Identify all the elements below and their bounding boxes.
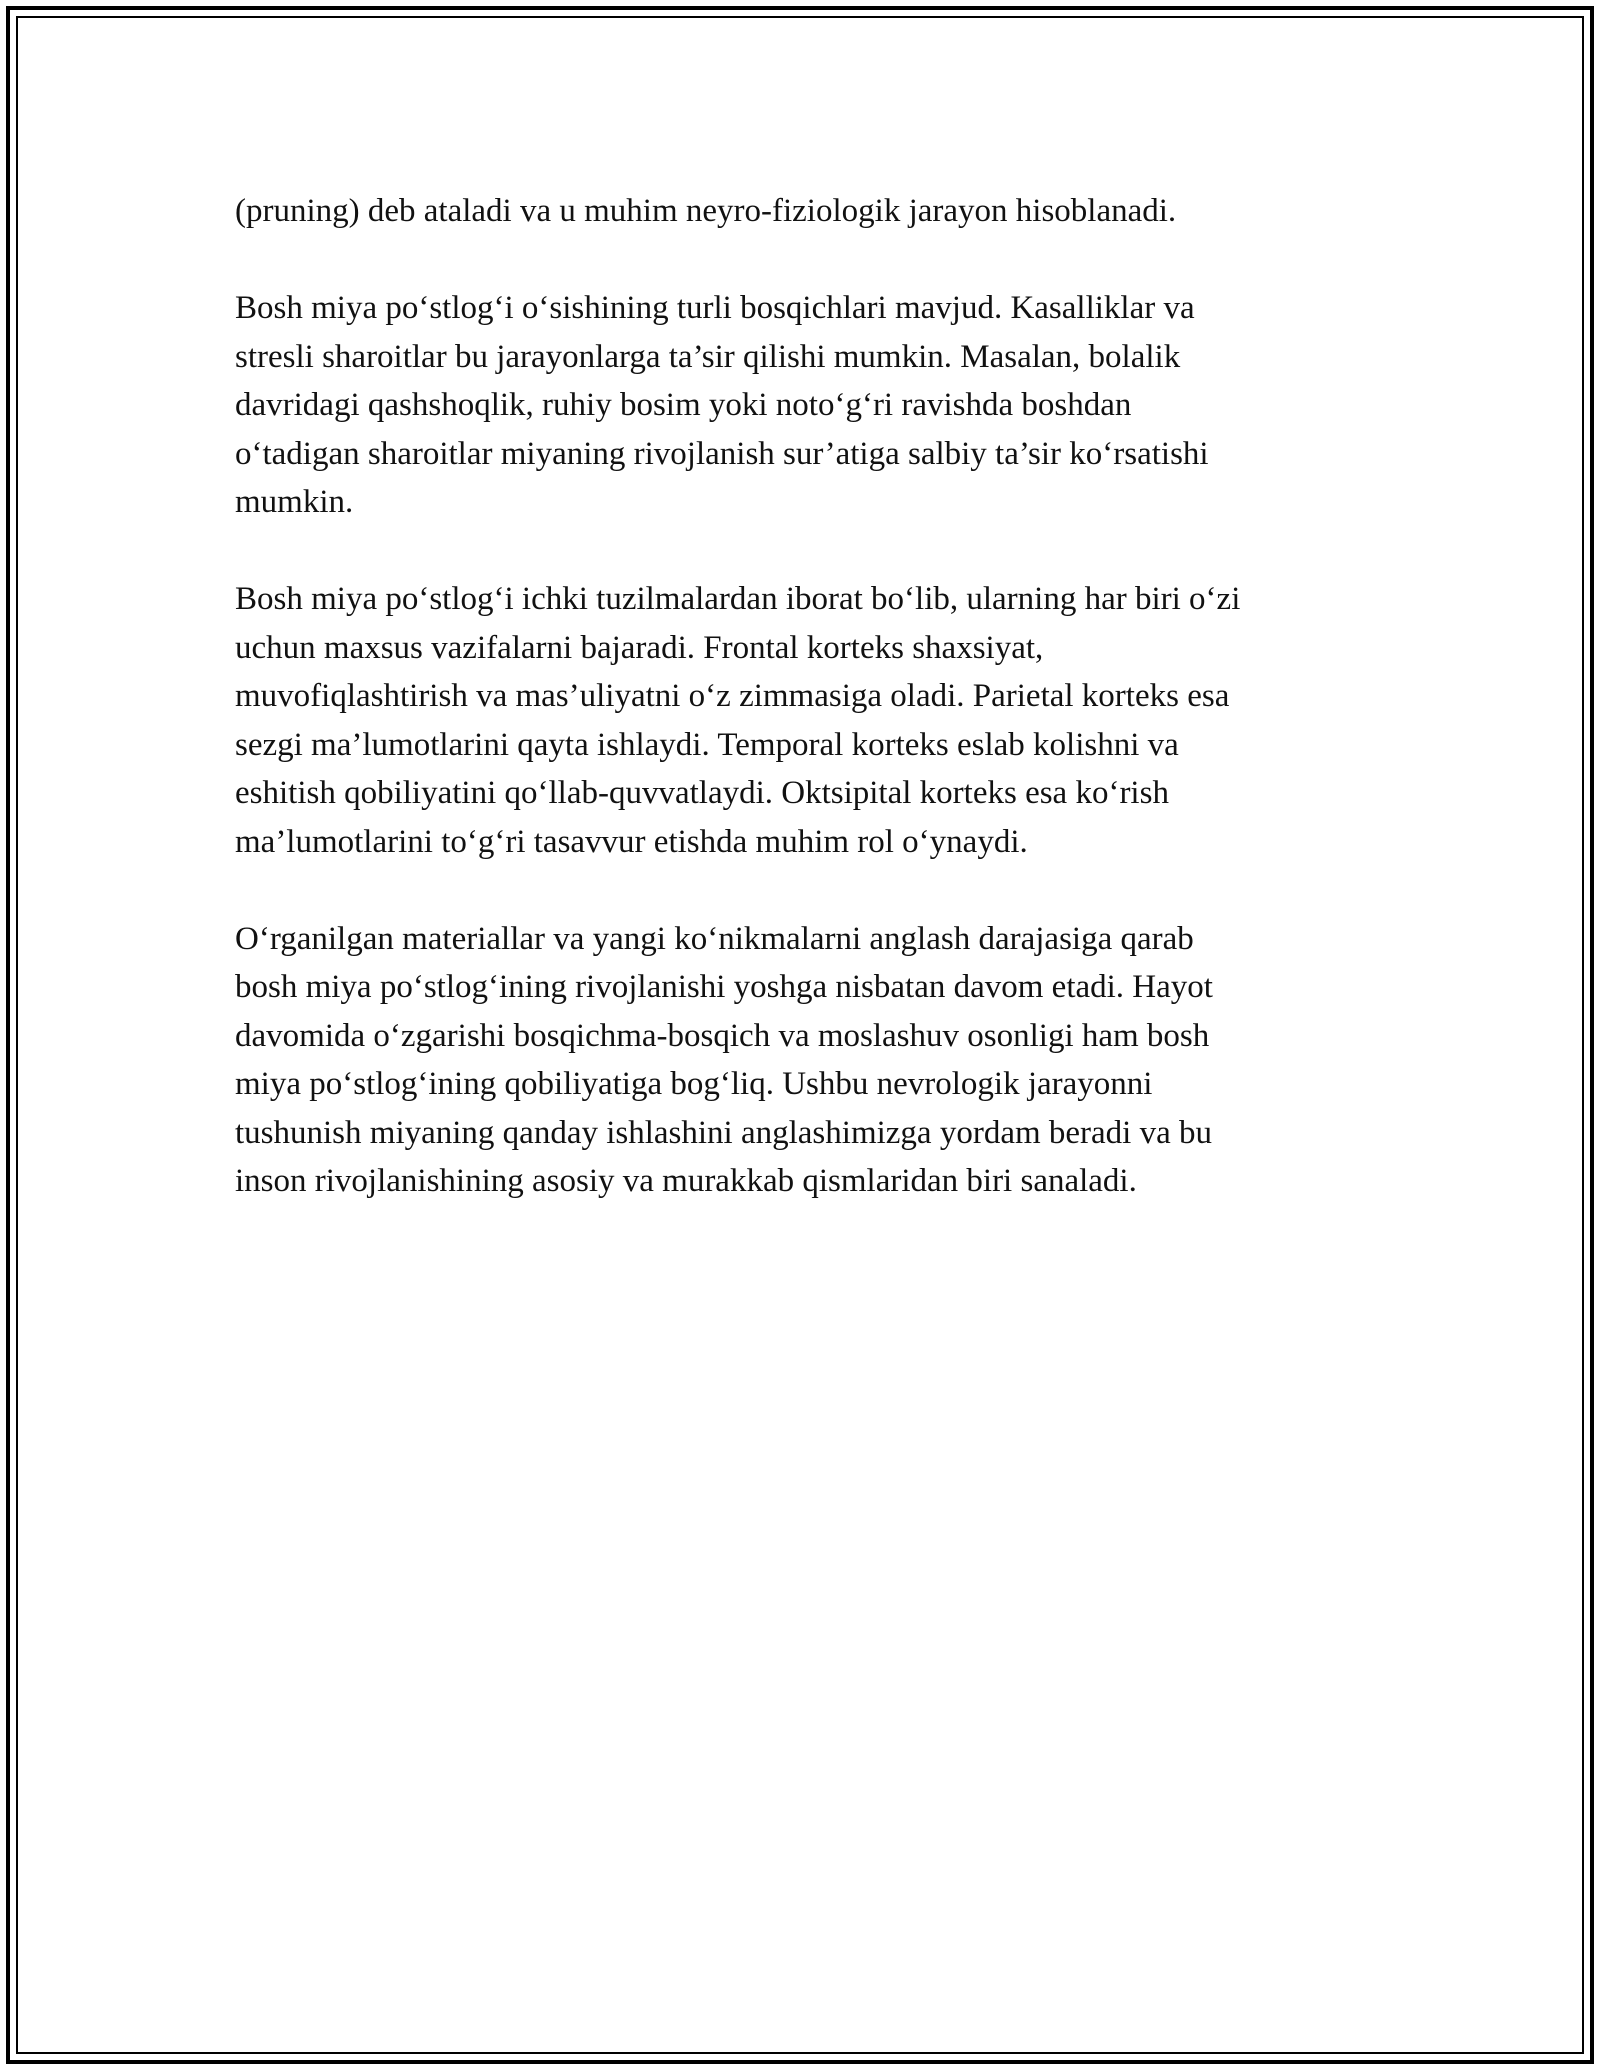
paragraph-2 (235, 284, 1375, 527)
text-line: tushunish miyaning qanday ishlashini anglashimizga yordam beradi va bu (235, 1114, 1212, 1151)
text-line: mumkin. (235, 484, 354, 520)
text-line: (pruning) deb ataladi va u muhim neyro-fiziologik jarayon hisoblanadi. (235, 193, 1177, 229)
text-line: Bosh miya po‘stlog‘i ichki tuzilmalardan iborat bo‘lib, ularning har biri o‘zi (235, 581, 1241, 617)
text-line: o‘tadigan sharoitlar miyaning rivojlanish sur’atiga salbiy ta’sir ko‘rsatishi (235, 435, 1209, 472)
text-line: eshitish qobiliyatini qo‘llab-quvvatlaydi. Oktsipital korteks esa ko‘rish (235, 775, 1169, 811)
text-line: miya po‘stlog‘ining qobiliyatiga bog‘liq. Ushbu nevrologik jarayonni (235, 1066, 1153, 1102)
paragraph-1 (235, 187, 1375, 236)
paragraph-4 (235, 915, 1375, 1206)
text-line: sezgi ma’lumotlarini qayta ishlaydi. Temporal korteks eslab kolishni va (235, 726, 1179, 763)
text-line: davomida o‘zgarishi bosqichma-bosqich va moslashuv osonligi ham bosh (235, 1017, 1210, 1054)
text-line: bosh miya po‘stlog‘ining rivojlanishi yoshga nisbatan davom etadi. Hayot (235, 969, 1213, 1005)
document-body (235, 187, 1375, 1254)
text-line: ma’lumotlarini to‘g‘ri tasavvur etishda muhim rol o‘ynaydi. (235, 823, 1028, 860)
text-line: stresli sharoitlar bu jarayonlarga ta’sir qilishi mumkin. Masalan, bolalik (235, 338, 1181, 375)
text-line: uchun maxsus vazifalarni bajaradi. Frontal korteks shaxsiyat, (235, 629, 1044, 666)
text-line: inson rivojlanishining asosiy va murakkab qismlaridan biri sanaladi. (235, 1163, 1137, 1199)
text-line: muvofiqlashtirish va mas’uliyatni o‘z zimmasiga oladi. Parietal korteks esa (235, 678, 1230, 714)
text-line: O‘rganilgan materiallar va yangi ko‘nikmalarni anglash darajasiga qarab (235, 920, 1194, 957)
paragraph-3 (235, 575, 1375, 866)
text-line: Bosh miya po‘stlog‘i o‘sishining turli bosqichlari mavjud. Kasalliklar va (235, 290, 1195, 326)
text-line: davridagi qashshoqlik, ruhiy bosim yoki noto‘g‘ri ravishda boshdan (235, 387, 1132, 423)
